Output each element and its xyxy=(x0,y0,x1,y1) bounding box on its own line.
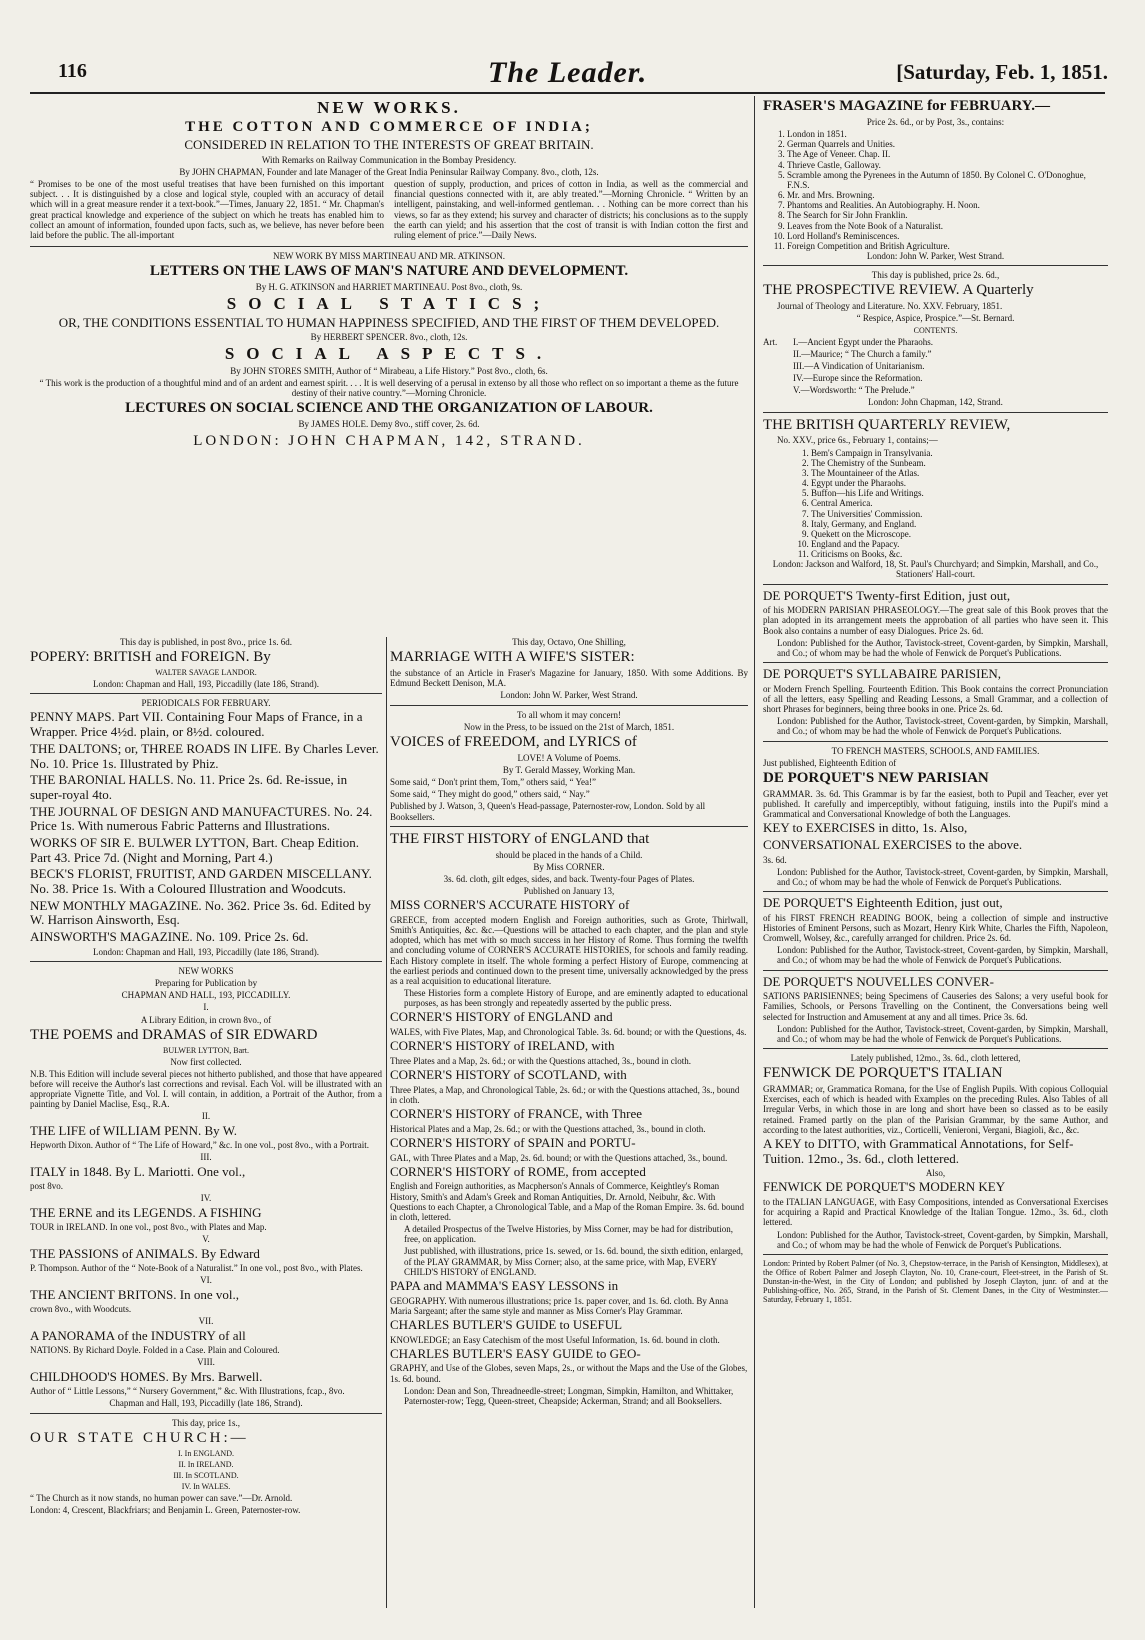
imprint: London: Published for the Author, Tavistock-street, Covent-garden, by Simpkin, Marshall, and Co.; of whom may be had the whole of Fenwick de Porquet's Publications. xyxy=(777,1023,1108,1044)
corner-accurate-title: MISS CORNER'S ACCURATE HISTORY of xyxy=(390,897,630,913)
voices-title: VOICES of FREEDOM, and LYRICS of xyxy=(390,733,637,750)
papa-title: PAPA and MAMMA'S EASY LESSONS in xyxy=(390,1277,619,1293)
work-title: THE LIFE of WILLIAM PENN. By W. xyxy=(30,1122,238,1138)
fraser-ad xyxy=(763,98,1108,261)
poems-note: Now first collected. xyxy=(170,1056,242,1067)
divider xyxy=(390,705,748,706)
section-heading: NEW WORKS. xyxy=(317,98,461,117)
porquet-desc: or Modern French Spelling. Fourteenth Edition. This Book contains the correct Pronunciation of all the letters, easy Spelling and Reading Lessons, a Small Grammar, and a collection of short Phrases for beginners, being three books in one. Price 2s. 6d. xyxy=(763,683,1108,715)
work-desc: post 8vo. xyxy=(30,1181,64,1192)
history-title: CORNER'S HISTORY of SCOTLAND, with xyxy=(390,1067,627,1083)
first-history-title: THE FIRST HISTORY of ENGLAND that xyxy=(390,830,650,847)
chapman-new-works-ad xyxy=(30,98,748,452)
papa-desc: GEOGRAPHY. With numerous illustrations; price 1s. paper cover, and 1s. 6d. cloth. By Anna Maria Sargeant; after the same style and manner as Miss Corner's Play Grammar. xyxy=(390,1295,729,1316)
pub-notice: Lately published, 12mo., 3s. 6d., cloth lettered, xyxy=(850,1053,1021,1064)
imprint: Published by J. Watson, 3, Queen's Head-passage, Paternoster-row, London. Sold by all Booksellers. xyxy=(390,801,706,822)
column-divider xyxy=(754,96,755,1608)
imprint: London: John Chapman, 142, Strand. xyxy=(868,397,1003,408)
first-history-author: By Miss CORNER. xyxy=(533,861,605,872)
church-part: IV. In WALES. xyxy=(181,1481,231,1491)
porquet-grammar-ad xyxy=(763,746,1108,888)
imprint: London: Published for the Author, Tavistock-street, Covent-garden, by Simpkin, Marshall, and Co.; of whom may be had the whole of Fenwick de Porquet's Publications. xyxy=(777,866,1108,887)
porquet-title: DE PORQUET'S Eighteenth Edition, just out, xyxy=(763,895,1003,911)
butler-geo-desc: GRAPHY, and Use of the Globes, seven Maps, 2s., or without the Maps and the Use of the Globes, 1s. 6d. bound. xyxy=(390,1363,748,1384)
list-item: 6. Central America. xyxy=(811,498,1108,508)
lectures-title: LECTURES ON SOCIAL SCIENCE AND THE ORGANIZATION OF LABOUR. xyxy=(125,400,653,417)
fenwick-modern-desc: to the ITALIAN LANGUAGE, with Easy Compositions, intended as Conversational Exercises for acquiring a Rapid and Practical Knowledge of the Italian Tongue. 12mo., 3s. 6d., cloth lettered. xyxy=(763,1197,1108,1228)
porquet-title: DE PORQUET'S NOUVELLES CONVER- xyxy=(763,973,994,989)
work-title: THE PASSIONS of ANIMALS. By Edward xyxy=(30,1245,260,1261)
social-statics-subtitle: OR, THE CONDITIONS ESSENTIAL TO HUMAN HAPPINESS SPECIFIED, AND THE FIRST OF THEM DEVELOPED. xyxy=(58,314,720,330)
corner-accurate-desc: These Histories form a complete History of Europe, and are eminently adapted to educational purposes, as has been strongly and repeatedly asserted by the public press. xyxy=(404,988,748,1009)
article-label: Art. xyxy=(763,336,778,347)
porquet-title: DE PORQUET'S Twenty-first Edition, just out, xyxy=(763,587,1011,603)
imprint: London: John W. Parker, West Strand. xyxy=(500,690,638,701)
church-quote: “ The Church as it now stands, no human power can save.”—Dr. Arnold. xyxy=(30,1492,293,1503)
letters-title: LETTERS ON THE LAWS OF MAN'S NATURE AND DEVELOPMENT. xyxy=(149,263,629,280)
history-desc: Historical Plates and a Map, 2s. 6d.; or with the Questions attached, 3s., bound in cloth. xyxy=(390,1123,706,1134)
chapman-hall-new-works-ad xyxy=(30,966,382,1409)
work-desc: TOUR in IRELAND. In one vol., post 8vo., with Plates and Map. xyxy=(30,1222,267,1233)
periodical-item: BECK'S FLORIST, FRUITIST, AND GARDEN MISCELLANY. No. 38. Price 1s. With a Coloured Illustration and Woodcuts. xyxy=(30,866,372,896)
list-item: 7. Phantoms and Realities. An Autobiography. H. Noon. xyxy=(787,200,1108,210)
social-aspects-review: “ This work is the production of a thoughtful mind and of an ardent and earnest spirit. . . . It is well deserving of a perusal in extenso by all those who reflect on so important a theme as the future destiny of their native country.”—Morning Chronicle. xyxy=(39,377,739,398)
porquet-desc: of his FIRST FRENCH READING BOOK, being a collection of simple and instructive Histories of Eminent Persons, such as Mozart, Henry Kirk White, Charles the Fifth, Napoleon, Cromwell, Wolsey, &c., carefully arranged for children. Price 2s. 6d. xyxy=(763,912,1108,944)
pub-notice: This day, price 1s., xyxy=(172,1417,240,1428)
divider xyxy=(763,970,1108,971)
porquet-conversations-ad xyxy=(763,975,1108,1044)
church-part: II. In IRELAND. xyxy=(178,1459,234,1469)
church-part: I. In ENGLAND. xyxy=(178,1448,234,1458)
history-desc: GAL, with Three Plates and a Map, 2s. 6d. bound; or with the Questions attached, 3s., bound. xyxy=(390,1152,728,1163)
divider xyxy=(763,584,1108,585)
list-item: 5. Scramble among the Pyrenees in the Autumn of 1850. By Colonel C. O'Donoghue, F.N.S. xyxy=(787,170,1108,190)
middle-column xyxy=(390,637,748,1410)
roman-numeral: V. xyxy=(202,1234,210,1245)
roman-numeral: IV. xyxy=(200,1193,212,1204)
list-item: 1. London in 1851. xyxy=(787,129,1108,139)
imprint: London: Published for the Author, Tavistock-street, Covent-garden, by Simpkin, Marshall, and Co.; of whom may be had the whole of Fenwick de Porquet's Publications. xyxy=(777,716,1108,737)
periodical-item: THE JOURNAL OF DESIGN AND MANUFACTURES. No. 24. Price 1s. With numerous Fabric Patterns and Illustrations. xyxy=(30,803,373,834)
poems-title: THE POEMS and DRAMAS of SIR EDWARD xyxy=(30,1026,318,1043)
porquet-title: DE PORQUET'S SYLLABAIRE PARISIEN, xyxy=(763,666,1002,682)
review-text: question of supply, production, and prices of cotton in India, as well as the commercial and financial questions connected with it, are ably treated.”—Morning Chronicle. “ Written by an intelligent, painstaking, and well-informed gentleman. . . Nothing can be more correct than his views, so far as they extend; his survey and character of districts; his conclusions as to the supply the earth can yield; and his assertion that the cost of transit is with Indian cotton the first and ruling element of price.”—Daily News. xyxy=(394,179,748,240)
social-statics-author: By HERBERT SPENCER. 8vo., cloth, 12s. xyxy=(310,332,468,343)
prospective-review-ad xyxy=(763,270,1108,407)
imprint: London: 4, Crescent, Blackfriars; and Benjamin L. Green, Paternoster-row. xyxy=(30,1504,301,1515)
work-desc: P. Thompson. Author of the “ Note-Book of a Naturalist.” In one vol., post 8vo., with Plates. xyxy=(30,1263,363,1274)
imprint: London: Chapman and Hall, 193, Piccadilly (late 186, Strand). xyxy=(93,679,319,690)
popery-title: POPERY: BRITISH and FOREIGN. By xyxy=(30,649,271,666)
imprint: London: Published for the Author, Tavistock-street, Covent-garden, by Simpkin, Marshall, and Co.; of whom may be had the whole of Fenwick de Porquet's Publications. xyxy=(777,945,1108,966)
pub-notice: Just published, Eighteenth Edition of xyxy=(763,757,897,768)
prospective-motto: “ Respice, Aspice, Prospice.”—St. Bernard. xyxy=(856,313,1015,324)
cotton-reviews xyxy=(30,179,748,242)
porquet-syllabaire-ad xyxy=(763,667,1108,736)
prospective-title: THE PROSPECTIVE REVIEW. A Quarterly xyxy=(763,282,1034,299)
work-desc: NATIONS. By Richard Doyle. Folded in a Case. Plain and Coloured. xyxy=(30,1345,280,1356)
page-number: 116 xyxy=(58,60,87,82)
history-title: CORNER'S HISTORY of SPAIN and PORTU- xyxy=(390,1134,636,1150)
butler-guide-title: CHARLES BUTLER'S GUIDE to USEFUL xyxy=(390,1316,623,1332)
list-item: 11. Criticisms on Books, &c. xyxy=(811,549,1108,559)
voices-author: By T. Gerald Massey, Working Man. xyxy=(502,764,636,775)
work-title: CHILDHOOD'S HOMES. By Mrs. Barwell. xyxy=(30,1368,263,1384)
divider xyxy=(30,246,748,247)
lectures-author: By JAMES HOLE. Demy 8vo., stiff cover, 2s. 6d. xyxy=(298,418,480,429)
publisher-name: CHAPMAN AND HALL, 193, PICCADILLY. xyxy=(121,990,291,1001)
fraser-title: FRASER'S MAGAZINE for FEBRUARY.— xyxy=(763,98,1050,114)
martineau-heading: NEW WORK BY MISS MARTINEAU AND MR. ATKINSON. xyxy=(272,251,506,262)
library-edition-note: A Library Edition, in crown 8vo., of xyxy=(140,1014,272,1025)
work-desc: crown 8vo., with Woodcuts. xyxy=(30,1304,132,1315)
work-desc: Author of “ Little Lessons,” “ Nursery Government,” &c. With Illustrations, fcap., 8vo. xyxy=(30,1386,345,1397)
list-item: 11. Foreign Competition and British Agriculture. xyxy=(787,241,1108,251)
prospective-desc: Journal of Theology and Literature. No. XXV. February, 1851. xyxy=(777,301,1003,312)
porquet-desc: GRAMMAR. 3s. 6d. This Grammar is by far the easiest, both to Pupil and Teacher, ever yet published. It carefully and imperceptibly, without fatiguing, instils into the Pupil's mind a Grammatical and Conversational Knowledge of both the Languages. xyxy=(763,788,1108,820)
roman-numeral: III. xyxy=(200,1152,212,1163)
prospective-contents xyxy=(763,337,1108,398)
corner-histories-ad xyxy=(390,831,748,1406)
list-item: 4. Thrieve Castle, Galloway. xyxy=(787,160,1108,170)
periodical-item: NEW MONTHLY MAGAZINE. No. 362. Price 3s. 6d. Edited by W. Harrison Ainsworth, Esq. xyxy=(30,897,371,928)
periodicals-ad xyxy=(30,698,382,957)
concern-notice: To all whom it may concern! xyxy=(516,709,622,720)
list-item: 9. Leaves from the Note Book of a Naturalist. xyxy=(787,221,1108,231)
marriage-desc: the substance of an Article in Fraser's Magazine for January, 1850. With some Additions. By Edmund Beckett Denison, M.A. xyxy=(390,668,748,689)
voices-ad xyxy=(390,710,748,822)
list-item: 8. The Search for Sir John Franklin. xyxy=(787,210,1108,220)
price: 3s. 6d. xyxy=(763,854,787,865)
right-column xyxy=(763,98,1108,1306)
also-label: Also, xyxy=(925,1168,946,1179)
roman-numeral: VI. xyxy=(200,1275,212,1286)
porquet-title: DE PORQUET'S NEW PARISIAN xyxy=(763,769,989,786)
work-title: THE ERNE and its LEGENDS. A FISHING xyxy=(30,1204,262,1220)
first-history-desc: 3s. 6d. cloth, gilt edges, sides, and back. Twenty-four Pages of Plates. xyxy=(443,874,695,884)
fenwick-modern-title: FENWICK DE PORQUET'S MODERN KEY xyxy=(763,1179,1006,1195)
social-aspects-title: SOCIAL ASPECTS. xyxy=(224,344,554,364)
periodical-item: AINSWORTH'S MAGAZINE. No. 109. Price 2s. 6d. xyxy=(30,929,309,945)
divider xyxy=(30,1413,382,1414)
periodical-item: THE BARONIAL HALLS. No. 11. Price 2s. 6d. Re-issue, in super-royal 4to. xyxy=(30,772,348,802)
history-desc: Three Plates and a Map, 2s. 6d.; or with the Questions attached, 3s., bound in cloth. xyxy=(390,1055,691,1066)
list-item: 1. Bem's Campaign in Transylvania. xyxy=(811,448,1108,458)
masters-heading: TO FRENCH MASTERS, SCHOOLS, AND FAMILIES. xyxy=(831,745,1040,756)
list-item: 10. Lord Holland's Reminiscences. xyxy=(787,231,1108,241)
state-church-ad xyxy=(30,1418,382,1516)
history-desc: English and Foreign authorities, as Macpherson's Annals of Commerce, Keightley's Roman History, Smith's and Adam's Greek and Roman Antiquities, Dr. Arnold, Neibuhr, &c. With Questions to each Chapter, a Chronological Table, and a Map of the Roman Empire. 3s. 6d. bound in cloth, lettered. xyxy=(390,1181,745,1222)
list-item: II.—Maurice; “ The Church a family.” xyxy=(793,348,932,359)
list-item: 3. The Age of Veneer. Chap. II. xyxy=(787,149,1108,159)
divider xyxy=(763,1048,1108,1049)
fenwick-title: FENWICK DE PORQUET'S ITALIAN xyxy=(763,1065,1003,1082)
periodical-item: THE DALTONS; or, THREE ROADS IN LIFE. By Charles Lever. No. 10. Price 1s. Illustrated by Phiz. xyxy=(30,740,379,771)
work-title: ITALY in 1848. By L. Mariotti. One vol., xyxy=(30,1163,246,1179)
marriage-ad xyxy=(390,637,748,701)
list-item: 2. German Quarrels and Unities. xyxy=(787,139,1108,149)
letters-author: By H. G. ATKINSON and HARRIET MARTINEAU. Post 8vo., cloth, 9s. xyxy=(255,282,523,293)
cotton-subtitle: CONSIDERED IN RELATION TO THE INTERESTS OF GREAT BRITAIN. xyxy=(184,137,594,153)
fenwick-desc: GRAMMAR; or, Grammatica Romana, for the Use of English Pupils. With copious Colloquial Exercises, each of which is headed with Examples on the preceding Rules. Also Tables of all Irregular Verbs, in which those in are long and short have been so classed as to be easily retained. Framed partly on the plan of the Parisian Grammar, by the same Author, and according to the latest authorities, viz., Corticelli, Venieroni, Vergani, Biagioli, &c., &c. xyxy=(763,1084,1108,1135)
butler-guide-desc: KNOWLEDGE; an Easy Catechism of the most Useful Information, 1s. 6d. bound in cloth. xyxy=(390,1334,720,1345)
list-item: 3. The Mountaineer of the Atlas. xyxy=(811,468,1108,478)
popery-ad xyxy=(30,637,382,689)
list-item: III.—A Vindication of Unitarianism. xyxy=(793,360,925,371)
roman-numeral: VII. xyxy=(198,1316,214,1327)
social-aspects-author: By JOHN STORES SMITH, Author of “ Mirabeau, a Life History.” Post 8vo., cloth, 6s. xyxy=(230,365,548,376)
social-statics-title: SOCIAL STATICS; xyxy=(226,294,552,314)
press-notice: Now in the Press, to be issued on the 21st of March, 1851. xyxy=(463,721,675,732)
history-desc: WALES, with Five Plates, Map, and Chronological Table. 3s. 6d. bound; or with the Questions, 4s. xyxy=(390,1027,747,1038)
masthead xyxy=(58,56,1108,90)
porquet-phraseology-ad xyxy=(763,589,1108,658)
newspaper-title: The Leader. xyxy=(488,56,648,89)
list-item: 7. The Universities' Commission. xyxy=(811,509,1108,519)
porquet-desc: of his MODERN PARISIAN PHRASEOLOGY.—The great sale of this Book proves that the plan adopted in its arrangement meets the approbation of all parties who have seen it. This Book also contains a number of easy Dialogues. Price 2s. 6d. xyxy=(763,605,1108,636)
key-exercises: KEY to EXERCISES in ditto, 1s. Also, xyxy=(763,820,968,836)
pub-notice: This day is published, in post 8vo., price 1s. 6d. xyxy=(120,637,292,647)
pub-notice: This day, Octavo, One Shilling, xyxy=(512,637,626,647)
list-item: 6. Mr. and Mrs. Browning. xyxy=(787,190,1108,200)
state-church-title: OUR STATE CHURCH:— xyxy=(30,1429,249,1446)
column-divider xyxy=(386,637,387,1608)
corner-accurate-desc: GREECE, from accepted modern English and Foreign authorities, such as Grote, Thirlwall, Smith's Antiquities, &c. &c.—Questions will be attached to each chapter, and the plan and style adopted, which has met with so much success in her History of Rome. Thus forming the twelfth and concluding volume of CORNER'S ACCURATE HISTORIES, for schools and family reading. Each History complete in itself. The whole forming a perfect History of Europe, commencing at the earliest periods and continued down to the present time, universally acknowledged by the press as a real acquisition to educational literature. xyxy=(390,915,748,986)
divider xyxy=(30,961,382,962)
cotton-remarks: With Remarks on Railway Communication in the Bombay Presidency. xyxy=(261,154,517,165)
pub-notice: This day is published, price 2s. 6d., xyxy=(871,270,1000,281)
voices-verse: Some said, “ They might do good,” others said, “ Nay.” xyxy=(390,789,590,800)
fenwick-key: A KEY to DITTO, with Grammatical Annotations, for Self-Tuition. 12mo., 3s. 6d., cloth lettered. xyxy=(763,1135,1074,1166)
divider xyxy=(763,891,1108,892)
history-title: CORNER'S HISTORY of IRELAND, with xyxy=(390,1038,615,1054)
divider xyxy=(763,1254,1108,1255)
fenwick-italian-ad xyxy=(763,1053,1108,1250)
chapman-imprint: LONDON: JOHN CHAPMAN, 142, STRAND. xyxy=(193,433,585,450)
cotton-title: THE COTTON AND COMMERCE OF INDIA; xyxy=(185,119,593,136)
imprint: London: Dean and Son, Threadneedle-street; Longman, Simpkin, Hamilton, and Whittaker, Paternoster-row; Tegg, Queen-street, Cheapside; Ackerman, Strand; and all Booksellers. xyxy=(404,1385,734,1406)
imprint: London: John W. Parker, West Strand. xyxy=(866,250,1005,261)
roman-numeral: VIII. xyxy=(197,1357,215,1368)
marriage-title: MARRIAGE WITH A WIFE'S SISTER: xyxy=(390,649,635,666)
porquet-reading-book-ad xyxy=(763,896,1108,965)
british-quarterly-ad xyxy=(763,417,1108,580)
periodical-item: PENNY MAPS. Part VII. Containing Four Maps of France, in a Wrapper. Price 4½d. plain, or 8½d. coloured. xyxy=(30,709,363,740)
bqr-title: THE BRITISH QUARTERLY REVIEW, xyxy=(763,416,1011,433)
periodicals-heading: PERIODICALS FOR FEBRUARY. xyxy=(141,698,271,709)
list-item: I.—Ancient Egypt under the Pharaohs. xyxy=(793,336,933,347)
colophon: London: Printed by Robert Palmer (of No. 3, Chepstow-terrace, in the Parish of Kensington, Middlesex), at the Office of Robert Palmer and Joseph Clayton, No. 10, Crane-court, Fleet-street, in the Parish of St. Dunstan-in-the-West, in the City of London; and published by Joseph Clayton, junr. of and at the Publishing-office, No. 265, Strand, in the Parish of St. Clement Danes, in the City of Westminster.—Saturday, February 1, 1851. xyxy=(763,1258,1108,1305)
imprint: London: Jackson and Walford, 18, St. Paul's Churchyard; and Simpkin, Marshall, and Co., Stationers' Hall-court. xyxy=(772,559,1099,580)
list-item: IV.—Europe since the Reformation. xyxy=(793,373,923,384)
divider xyxy=(390,826,748,827)
conversational-exercises: CONVERSATIONAL EXERCISES to the above. xyxy=(763,836,1023,852)
first-history-subtitle: should be placed in the hands of a Child. xyxy=(495,849,643,860)
imprint: Chapman and Hall, 193, Piccadilly (late 186, Strand). xyxy=(109,1398,303,1409)
work-desc: Hepworth Dixon. Author of “ The Life of Howard,” &c. In one vol., post 8vo., with a Portrait. xyxy=(30,1140,370,1151)
first-history-date: Published on January 13, xyxy=(523,886,615,897)
butler-geo-title: CHARLES BUTLER'S EASY GUIDE to GEO- xyxy=(390,1345,641,1361)
poems-nb: N.B. This Edition will include several pieces not hitherto published, and those that have appeared before will receive the Author's last corrections and revisal. Each Vol. will be illustrated with an appropriate Vignette Title, and Vol. I. will contain, in addition, a Portrait of the Author, from a painting by Daniel Maclise, Esq., R.A. xyxy=(30,1068,382,1110)
imprint: London: Published for the Author, Tavistock-street, Covent-garden, by Simpkin, Marshall, and Co.; of whom may be had the whole of Fenwick de Porquet's Publications. xyxy=(777,1229,1108,1250)
history-title: CORNER'S HISTORY of ROME, from accepted xyxy=(390,1163,646,1179)
work-title: A PANORAMA of the INDUSTRY of all xyxy=(30,1327,246,1343)
list-item: V.—Wordsworth: “ The Prelude.” xyxy=(793,385,915,396)
issue-date: [Saturday, Feb. 1, 1851. xyxy=(896,60,1108,84)
list-item: 9. Quekett on the Microscope. xyxy=(811,529,1108,539)
voices-verse: Some said, “ Don't print them, Tom,” others said, “ Yea!” xyxy=(390,777,597,788)
list-item: 2. The Chemistry of the Sunbeam. xyxy=(811,458,1108,468)
review-text: “ Promises to be one of the most useful treatises that have been furnished on this important subject. . . It is distinguished by a close and logical style, coupled with an accuracy of detail which will in a great measure render it a text-book.”—Times, January 22, 1851. “ Mr. Chapman's great practical knowledge and experience of the subject on which he treats has enabled him to collect an amount of information, founded upon facts, such as, we believe, has never before been laid before the public. The all-important xyxy=(30,179,384,240)
left-column xyxy=(30,637,382,1519)
bqr-contents xyxy=(763,448,1108,560)
list-item: 10. England and the Papacy. xyxy=(811,539,1108,549)
bqr-desc: No. XXV., price 6s., February 1, contains;— xyxy=(777,435,938,446)
roman-numeral: II. xyxy=(201,1111,211,1122)
masthead-rule xyxy=(30,92,1105,94)
popery-author: WALTER SAVAGE LANDOR. xyxy=(155,668,257,678)
divider xyxy=(763,741,1108,742)
list-item: 5. Buffon—his Life and Writings. xyxy=(811,488,1108,498)
prep-notice: Preparing for Publication by xyxy=(154,978,258,989)
list-item: 4. Egypt under the Pharaohs. xyxy=(811,478,1108,488)
imprint: London: Published for the Author, Tavistock-street, Covent-garden, by Simpkin, Marshall, and Co.; of whom may be had the whole of Fenwick de Porquet's Publications. xyxy=(777,637,1108,658)
fraser-price: Price 2s. 6d., or by Post, 3s., contains: xyxy=(866,116,1005,127)
divider xyxy=(763,662,1108,663)
history-title: CORNER'S HISTORY of ENGLAND and xyxy=(390,1009,613,1025)
cotton-author: By JOHN CHAPMAN, Founder and late Manager of the Great India Peninsular Railway Company. 8vo., cloth, 12s. xyxy=(179,166,599,177)
play-grammar-note: Just published, with illustrations, price 1s. sewed, or 1s. 6d. bound, the sixth edition, enlarged, of the PLAY GRAMMAR, by Miss Corner; also, at the same price, with Map, EVERY CHILD'S HISTORY of ENGLAND. xyxy=(404,1246,744,1277)
divider xyxy=(30,693,382,694)
poems-author: BULWER LYTTON, Bart. xyxy=(163,1045,249,1055)
history-title: CORNER'S HISTORY of FRANCE, with Three xyxy=(390,1106,643,1122)
list-item: 8. Italy, Germany, and England. xyxy=(811,519,1108,529)
fraser-contents xyxy=(763,129,1108,251)
prospectus-note: A detailed Prospectus of the Twelve Histories, by Miss Corner, may be had for distribution, free, on application. xyxy=(404,1224,734,1245)
work-title: THE ANCIENT BRITONS. In one vol., xyxy=(30,1286,239,1302)
periodical-item: WORKS OF SIR E. BULWER LYTTON, Bart. Cheap Edition. Part 43. Price 7d. (Night and Morning, Part 4.) xyxy=(30,834,359,865)
contents-heading: CONTENTS. xyxy=(913,325,958,335)
new-works-heading: NEW WORKS xyxy=(178,965,234,976)
roman-numeral: I. xyxy=(203,1002,209,1013)
porquet-desc: SATIONS PARISIENNES; being Specimens of Causeries des Salons; a very useful book for Families, Schools, or Persons Travelling on the Continent, the Conversations being well selected for Instruction and Amusement at any and all times. Price 3s. 6d. xyxy=(763,991,1108,1022)
imprint: London: Chapman and Hall, 193, Piccadilly (late 186, Strand). xyxy=(93,946,319,957)
divider xyxy=(763,265,1108,266)
history-desc: Three Plates, a Map, and Chronological Table, 2s. 6d.; or with the Questions attached, 3s., bound in cloth. xyxy=(390,1084,740,1105)
divider xyxy=(763,412,1108,413)
voices-subtitle: LOVE! A Volume of Poems. xyxy=(517,752,621,763)
church-part: III. In SCOTLAND. xyxy=(173,1470,239,1480)
